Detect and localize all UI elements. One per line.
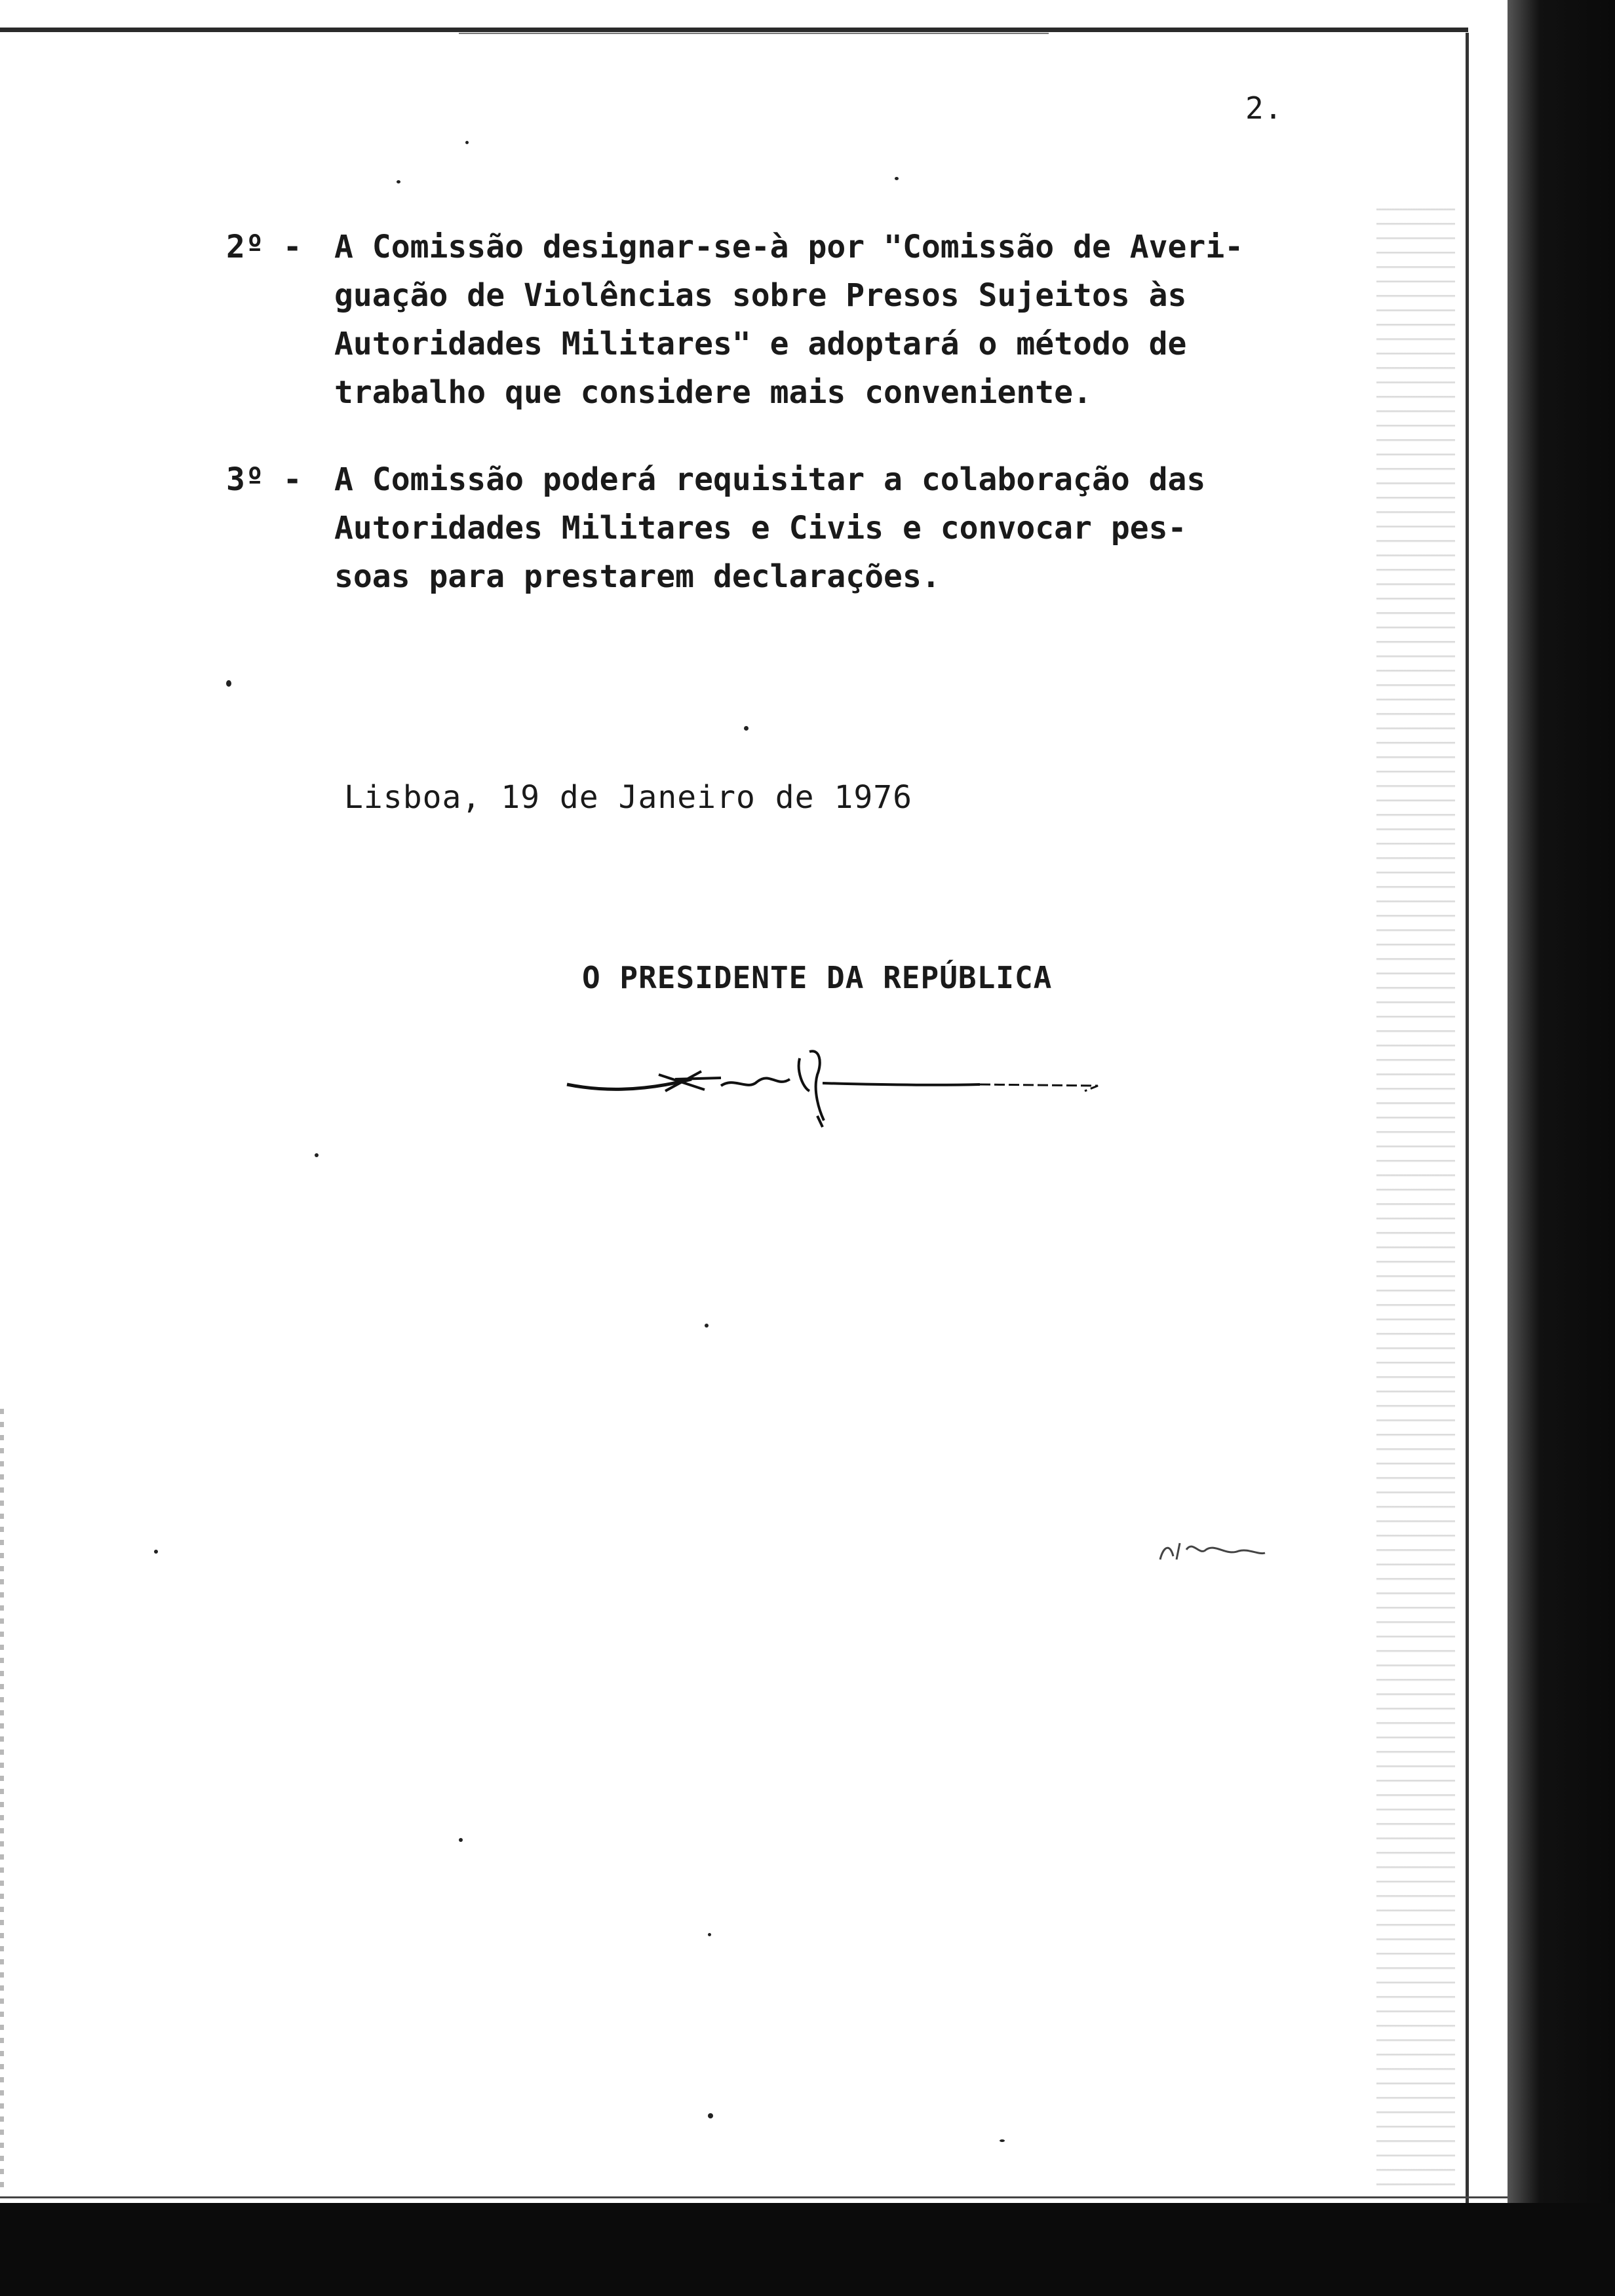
scan-noise-right: [1376, 197, 1455, 2195]
scan-speck: [465, 141, 469, 144]
handwritten-signature: [560, 1039, 1111, 1130]
scan-speck: [895, 177, 899, 180]
paragraph-line: Autoridades Militares e Civis e convocar pes-: [334, 510, 1187, 546]
scan-edge-left: [0, 1409, 4, 2195]
scan-speck: [705, 1324, 709, 1328]
paragraph-line: guação de Violências sobre Presos Sujeitos às: [334, 277, 1187, 314]
paragraph-line: A Comissão poderá requisitar a colaboração das: [334, 461, 1206, 498]
page-number: 2.: [1245, 90, 1283, 126]
paragraph-item-2: [334, 223, 1243, 417]
scan-speck: [315, 1153, 319, 1157]
scan-speck: [226, 680, 231, 687]
signer-title: O PRESIDENTE DA REPÚBLICA: [582, 960, 1053, 995]
paragraph-line: soas para prestarem declarações.: [334, 558, 941, 595]
right-margin-line: [1466, 33, 1469, 2208]
scan-speck: [708, 1933, 711, 1936]
top-border-line-secondary: [459, 33, 1049, 34]
top-border-line: [0, 28, 1468, 32]
scan-speck: [1000, 2139, 1005, 2142]
scan-speck: [744, 726, 749, 731]
scan-speck: [708, 2113, 713, 2118]
paragraph-line: Autoridades Militares" e adoptará o método de: [334, 326, 1187, 362]
scan-speck: [397, 180, 400, 183]
scan-speck: [459, 1838, 463, 1842]
scan-dark-edge-bottom: [0, 2203, 1615, 2296]
item-number: 3º -: [226, 461, 302, 498]
paragraph-line: trabalho que considere mais conveniente.: [334, 374, 1092, 411]
handwritten-initials: [1154, 1530, 1272, 1569]
item-number: 2º -: [226, 229, 302, 265]
scan-speck: [154, 1550, 158, 1554]
scan-dark-edge-right: [1508, 0, 1615, 2296]
paragraph-item-3: [334, 455, 1205, 601]
paragraph-line: A Comissão designar-se-à por "Comissão de Averi-: [334, 229, 1244, 265]
bottom-border-line: [0, 2196, 1508, 2198]
date-line: Lisboa, 19 de Janeiro de 1976: [344, 779, 913, 816]
